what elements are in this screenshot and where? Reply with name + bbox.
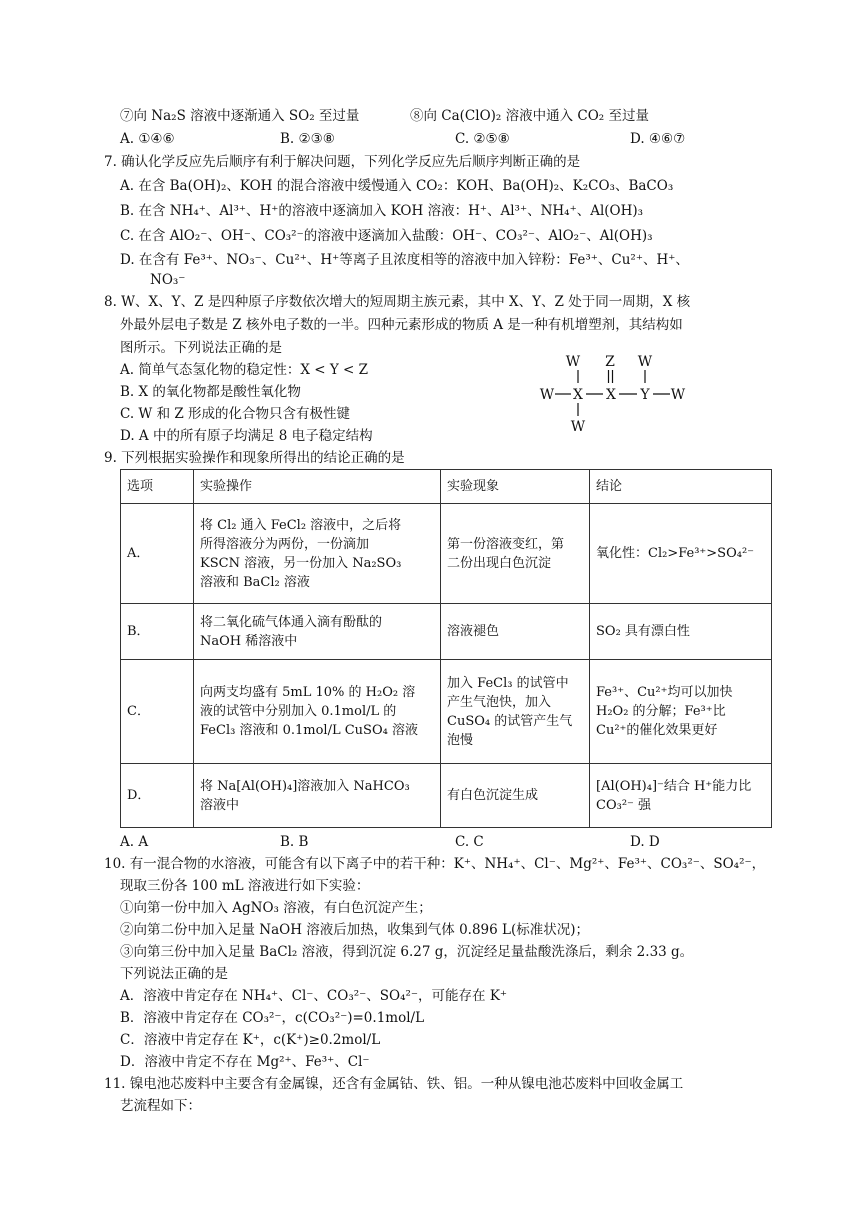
row-c-ph-line-3: CuSO₄ 的试管产生气	[447, 713, 573, 729]
q8-structure-diagram	[535, 352, 695, 434]
table-row	[121, 764, 772, 828]
row-c-con-line-3: Cu²⁺的催化效果更好	[596, 723, 718, 738]
q7-option-d-cont: NO₃⁻	[150, 272, 186, 288]
row-a-ph-line-2: 二份出现白色沉淀	[447, 555, 552, 571]
col-header-phenomenon: 实验现象	[441, 470, 590, 504]
q10-step-1: ①向第一份中加入 AgNO₃ 溶液，有白色沉淀产生；	[120, 900, 432, 916]
q8-stem-2: 外最外层电子数是 Z 核外电子数的一半。四种元素形成的物质 A 是一种有机增塑剂，其结构如	[120, 317, 683, 333]
q11-stem-1: 11. 镍电池芯废料中主要含有金属镍，还含有金属钴、铁、铝。一种从镍电池芯废料中回收金属工	[104, 1076, 684, 1092]
q6-option-a[interactable]: A. ①④⑥	[120, 131, 175, 147]
q10-step-3: ③向第三份中加入足量 BaCl₂ 溶液，得到沉淀 6.27 g，沉淀经足量盐酸洗涤后，剩余 2.33 g。	[120, 944, 694, 960]
q10-option-a[interactable]: A．溶液中肯定存在 NH₄⁺、Cl⁻、CO₃²⁻、SO₄²⁻，可能存在 K⁺	[120, 988, 508, 1004]
q9-option-d[interactable]: D. D	[630, 834, 660, 850]
col-header-conclusion: 结论	[590, 470, 772, 504]
q7-stem: 7. 确认化学反应先后顺序有利于解决问题，下列化学反应先后顺序判断正确的是	[104, 154, 581, 170]
row-d-phenomenon	[441, 764, 590, 828]
row-b-op-line-1: 将二氧化硫气体通入滴有酚酞的	[200, 614, 383, 630]
q11-stem-2: 艺流程如下：	[120, 1098, 201, 1114]
q10-ask: 下列说法正确的是	[120, 966, 228, 982]
q9-stem: 9. 下列根据实验操作和现象所得出的结论正确的是	[104, 450, 405, 466]
q6-option-b[interactable]: B. ②③⑧	[280, 131, 335, 147]
table-row	[121, 604, 772, 660]
row-c-ph-line-4: 泡慢	[447, 732, 474, 748]
atom-w-bottom: W	[570, 419, 586, 434]
row-b-con-line-1: SO₂ 具有漂白性	[596, 624, 690, 639]
q6-option-c[interactable]: C. ②⑤⑧	[455, 131, 510, 147]
q10-stem-1: 10. 有一混合物的水溶液，可能含有以下离子中的若干种：K⁺、NH₄⁺、Cl⁻、Mg²⁺、Fe³⁺、CO₃²⁻、SO₄²⁻，	[104, 856, 766, 872]
row-b-ph-line-1: 溶液褪色	[447, 624, 500, 639]
row-b-conclusion	[590, 604, 772, 660]
row-c-ph-line-1: 加入 FeCl₃ 的试管中	[447, 675, 569, 691]
q7-option-c[interactable]: C. 在含 AlO₂⁻、OH⁻、CO₃²⁻的溶液中逐滴加入盐酸：OH⁻、CO₃²⁻、AlO₂⁻、Al(OH)₃	[120, 228, 653, 244]
col-header-option: 选项	[121, 470, 194, 504]
row-a-op-line-1: 将 Cl₂ 通入 FeCl₂ 溶液中，之后将	[200, 517, 402, 533]
q7-option-d[interactable]: D. 在含有 Fe³⁺、NO₃⁻、Cu²⁺、H⁺等离子且浓度相等的溶液中加入锌粉：Fe³⁺、Cu²⁺、H⁺、	[120, 252, 689, 268]
row-a-con-line-1: 氧化性：Cl₂>Fe³⁺>SO₄²⁻	[596, 546, 755, 561]
row-a-conclusion	[590, 504, 772, 604]
q7-option-b[interactable]: B. 在含 NH₄⁺、Al³⁺、H⁺的溶液中逐滴加入 KOH 溶液：H⁺、Al³⁺、NH₄⁺、Al(OH)₃	[120, 203, 644, 219]
q8-option-c[interactable]: C. W 和 Z 形成的化合物只含有极性键	[120, 406, 351, 422]
row-b-operation	[194, 604, 441, 660]
row-d-op-line-2: 溶液中	[200, 797, 240, 813]
q6-option-d[interactable]: D. ④⑥⑦	[630, 131, 686, 147]
q10-stem-2: 现取三份各 100 mL 溶液进行如下实验：	[120, 878, 370, 894]
row-d-op-line-1: 将 Na[Al(OH)₄]溶液加入 NaHCO₃	[200, 778, 410, 794]
row-c-ph-line-2: 产生气泡快，加入	[447, 694, 552, 710]
atom-w-top-right: W	[637, 354, 653, 370]
q9-option-a[interactable]: A. A	[120, 834, 149, 850]
row-c-con-line-1: Fe³⁺、Cu²⁺均可以加快	[596, 685, 733, 700]
q6-item-7: ⑦向 Na₂S 溶液中逐渐通入 SO₂ 至过量	[120, 108, 360, 124]
row-c-option: C．	[121, 660, 194, 764]
row-d-operation	[194, 764, 441, 828]
row-c-op-line-1: 向两支均盛有 5mL 10% 的 H₂O₂ 溶	[200, 685, 416, 700]
q10-option-b[interactable]: B．溶液中肯定存在 CO₃²⁻，c(CO₃²⁻)=0.1mol/L	[120, 1010, 425, 1026]
row-a-phenomenon	[441, 504, 590, 604]
atom-w-top-left: W	[565, 354, 581, 370]
atom-y: Y	[640, 387, 650, 403]
atom-w-left: W	[539, 387, 555, 403]
row-c-op-line-2: 液的试管中分别加入 0.1mol/L 的	[200, 704, 397, 719]
row-a-op-line-2: 所得溶液分为两份，一份滴加	[200, 536, 370, 552]
q8-option-b[interactable]: B. X 的氧化物都是酸性氧化物	[120, 384, 301, 400]
row-c-conclusion	[590, 660, 772, 764]
row-b-option: B．	[121, 604, 194, 660]
q9-table	[120, 469, 772, 828]
row-a-ph-line-1: 第一份溶液变红，第	[447, 536, 565, 552]
row-b-phenomenon	[441, 604, 590, 660]
row-d-conclusion	[590, 764, 772, 828]
q6-item-8: ⑧向 Ca(ClO)₂ 溶液中通入 CO₂ 至过量	[410, 108, 650, 124]
q7-option-a[interactable]: A. 在含 Ba(OH)₂、KOH 的混合溶液中缓慢通入 CO₂：KOH、Ba(OH)₂、K₂CO₃、BaCO₃	[120, 178, 674, 194]
row-c-operation	[194, 660, 441, 764]
row-a-operation	[194, 504, 441, 604]
row-d-con-line-2: CO₃²⁻ 强	[596, 797, 652, 813]
row-c-phenomenon	[441, 660, 590, 764]
row-a-op-line-4: 溶液和 BaCl₂ 溶液	[200, 574, 310, 590]
q9-option-c[interactable]: C. C	[455, 834, 484, 850]
atom-z-top: Z	[605, 354, 615, 370]
row-d-option: D．	[121, 764, 194, 828]
row-d-ph-line-1: 有白色沉淀生成	[447, 788, 539, 803]
row-b-op-line-2: NaOH 稀溶液中	[200, 633, 298, 649]
atom-x-2: X	[606, 387, 616, 403]
q10-option-c[interactable]: C．溶液中肯定存在 K⁺，c(K⁺)≥0.2mol/L	[120, 1032, 381, 1048]
q9-option-b[interactable]: B. B	[280, 834, 309, 850]
q10-option-d[interactable]: D．溶液中肯定不存在 Mg²⁺、Fe³⁺、Cl⁻	[120, 1054, 370, 1070]
table-row	[121, 660, 772, 764]
atom-w-right: W	[670, 387, 686, 403]
q8-stem-1: 8. W、X、Y、Z 是四种原子序数依次增大的短周期主族元素，其中 X、Y、Z 处于同一周期，X 核	[104, 294, 691, 310]
q8-option-d[interactable]: D. A 中的所有原子均满足 8 电子稳定结构	[120, 428, 373, 444]
row-d-con-line-1: [Al(OH)₄]⁻结合 H⁺能力比	[596, 778, 752, 794]
table-header-row	[121, 470, 772, 504]
q10-step-2: ②向第二份中加入足量 NaOH 溶液后加热，收集到气体 0.896 L(标准状况)；	[120, 922, 590, 938]
row-c-con-line-2: H₂O₂ 的分解；Fe³⁺比	[596, 704, 726, 719]
row-c-op-line-3: FeCl₃ 溶液和 0.1mol/L CuSO₄ 溶液	[200, 723, 418, 738]
table-row	[121, 504, 772, 604]
row-a-op-line-3: KSCN 溶液，另一份加入 Na₂SO₃	[200, 555, 402, 571]
q8-option-a[interactable]: A. 简单气态氢化物的稳定性：X < Y < Z	[120, 362, 369, 378]
atom-x-1: X	[573, 387, 583, 403]
q8-stem-3: 图所示。下列说法正确的是	[120, 340, 282, 356]
col-header-operation: 实验操作	[194, 470, 441, 504]
row-a-option: A．	[121, 504, 194, 604]
